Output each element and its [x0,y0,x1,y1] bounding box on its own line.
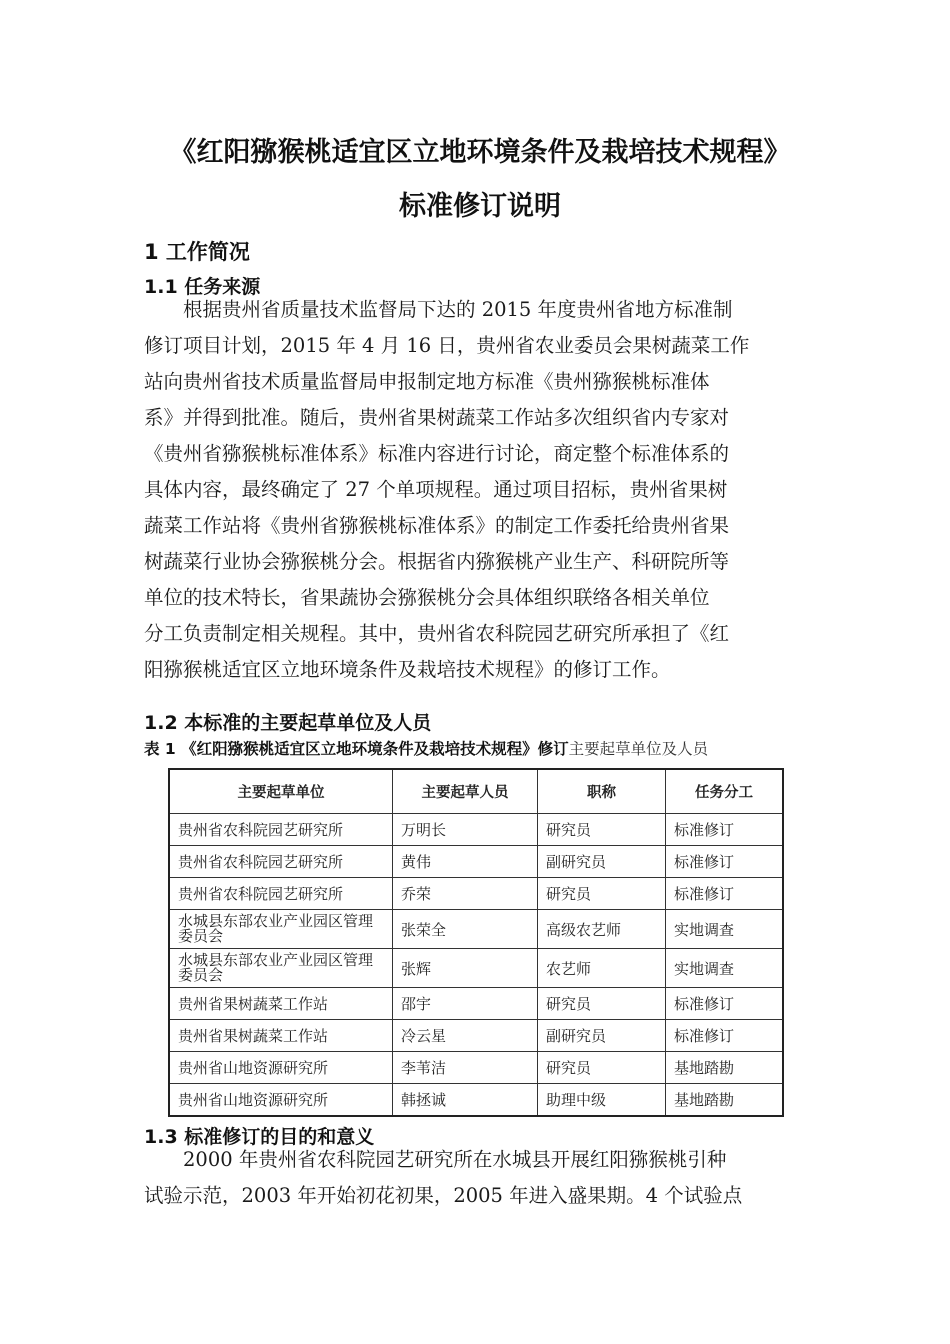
table-row [169,1052,783,1084]
section-heading-work-overview: 1 工作简况 [144,240,250,264]
cell-unit: 贵州省果树蔬菜工作站 [169,1020,393,1052]
table-caption [144,737,708,759]
table-row [169,878,783,910]
cell-unit: 水城县东部农业产业园区管理委员会 [169,949,393,988]
subsection-heading-purpose: 1.3 标准修订的目的和意义 [144,1126,375,1148]
text-line: 修订项目计划，2015 年 4 月 16 日，贵州省农业委员会果树蔬菜工作 [144,334,750,357]
document-title: 《红阳猕猴桃适宜区立地环境条件及栽培技术规程》 [169,137,791,168]
paragraph-task-source [144,292,808,688]
subsection-heading-drafting-units: 1.2 本标准的主要起草单位及人员 [144,712,432,734]
header-title: 职称 [538,769,666,814]
cell-person: 冷云星 [393,1020,538,1052]
cell-task: 实地调查 [666,910,784,949]
table-caption-normal: 主要起草单位及人员 [568,740,709,758]
cell-task: 标准修订 [666,878,784,910]
cell-title: 农艺师 [538,949,666,988]
cell-title: 研究员 [538,988,666,1020]
header-personnel: 主要起草人员 [393,769,538,814]
table-row [169,1084,783,1117]
cell-title: 助理中级 [538,1084,666,1117]
table-row [169,988,783,1020]
cell-title: 副研究员 [538,1020,666,1052]
header-task: 任务分工 [666,769,784,814]
table-row [169,846,783,878]
text-line: 阳猕猴桃适宜区立地环境条件及栽培技术规程》的修订工作。 [144,658,671,681]
cell-task: 标准修订 [666,846,784,878]
document-subtitle: 标准修订说明 [399,191,561,222]
table-row [169,1020,783,1052]
table-caption-bold: 表 1 《红阳猕猴桃适宜区立地环境条件及栽培技术规程》修订 [144,740,569,758]
table-row [169,910,783,949]
paragraph-purpose [144,1142,808,1214]
cell-unit: 贵州省山地资源研究所 [169,1084,393,1117]
text-line: 单位的技术特长，省果蔬协会猕猴桃分会具体组织联络各相关单位 [144,586,710,609]
cell-title: 研究员 [538,1052,666,1084]
text-line: 《贵州省猕猴桃标准体系》标准内容进行讨论，商定整个标准体系的 [144,442,730,465]
cell-unit: 贵州省农科院园艺研究所 [169,814,393,846]
cell-task: 标准修订 [666,1020,784,1052]
text-line: 根据贵州省质量技术监督局下达的 2015 年度贵州省地方标准制 [144,298,733,321]
cell-person: 李苇洁 [393,1052,538,1084]
table-header-row [169,769,783,814]
cell-unit: 贵州省果树蔬菜工作站 [169,988,393,1020]
cell-task: 标准修订 [666,814,784,846]
cell-person: 乔荣 [393,878,538,910]
cell-person: 邵宇 [393,988,538,1020]
cell-person: 黄伟 [393,846,538,878]
cell-unit: 贵州省山地资源研究所 [169,1052,393,1084]
text-line: 蔬菜工作站将《贵州省猕猴桃标准体系》的制定工作委托给贵州省果 [144,514,730,537]
table-row [169,949,783,988]
cell-unit: 水城县东部农业产业园区管理委员会 [169,910,393,949]
header-unit: 主要起草单位 [169,769,393,814]
cell-task: 基地踏勘 [666,1084,784,1117]
cell-title: 高级农艺师 [538,910,666,949]
cell-task: 实地调查 [666,949,784,988]
cell-person: 万明长 [393,814,538,846]
cell-person: 张辉 [393,949,538,988]
text-line: 具体内容，最终确定了 27 个单项规程。通过项目招标，贵州省果树 [144,478,728,501]
text-line: 树蔬菜行业协会猕猴桃分会。根据省内猕猴桃产业生产、科研院所等 [144,550,730,573]
cell-person: 张荣全 [393,910,538,949]
text-line: 系》并得到批准。随后，贵州省果树蔬菜工作站多次组织省内专家对 [144,406,730,429]
text-line: 分工负责制定相关规程。其中，贵州省农科院园艺研究所承担了《红 [144,622,730,645]
subsection-heading-task-source: 1.1 任务来源 [144,276,261,298]
text-line: 站向贵州省技术质量监督局申报制定地方标准《贵州猕猴桃标准体 [144,370,710,393]
text-line: 2000 年贵州省农科院园艺研究所在水城县开展红阳猕猴桃引种 [144,1148,727,1171]
cell-unit: 贵州省农科院园艺研究所 [169,846,393,878]
cell-task: 基地踏勘 [666,1052,784,1084]
cell-title: 研究员 [538,814,666,846]
cell-unit: 贵州省农科院园艺研究所 [169,878,393,910]
cell-title: 研究员 [538,878,666,910]
drafting-personnel-table [168,768,784,1117]
cell-task: 标准修订 [666,988,784,1020]
cell-person: 韩拯诚 [393,1084,538,1117]
cell-title: 副研究员 [538,846,666,878]
text-line: 试验示范，2003 年开始初花初果，2005 年进入盛果期。4 个试验点 [144,1184,743,1207]
table-row [169,814,783,846]
